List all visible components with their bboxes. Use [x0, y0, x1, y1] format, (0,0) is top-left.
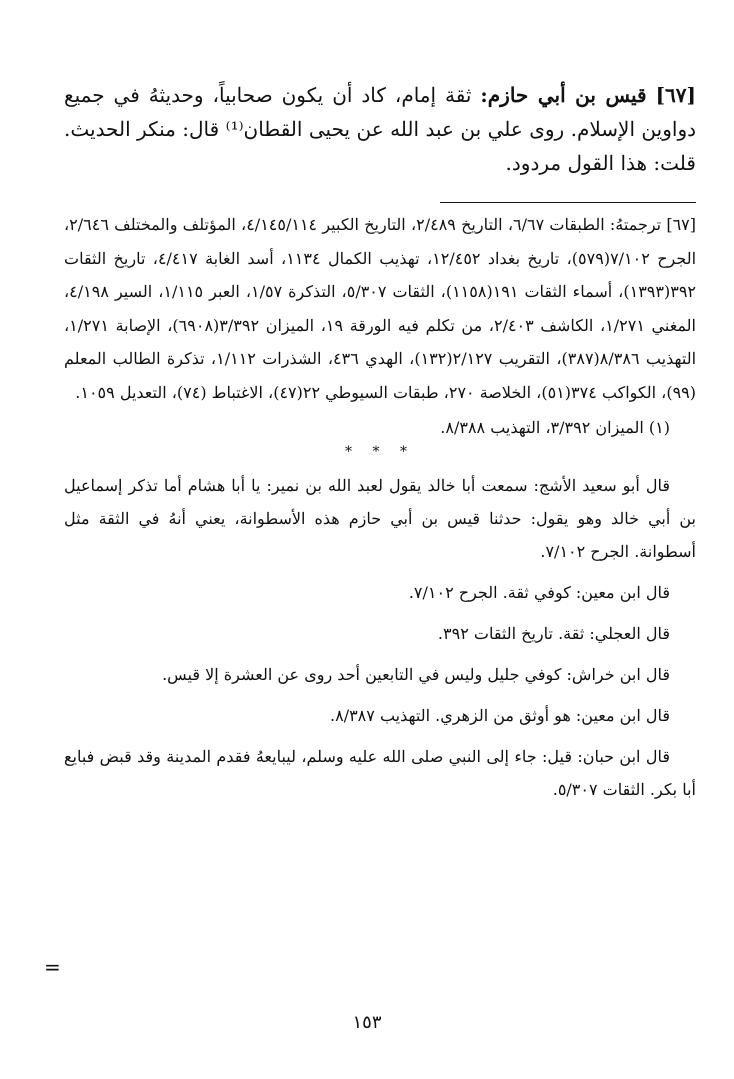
- quote-4: قال ابن خراش: كوفي جليل وليس في التابعين أحد روى عن العشرة إلا قيس.: [162, 665, 670, 684]
- biography-text: الطبقات ٦/٦٧، التاريخ ٢/٤٨٩، التاريخ الكبير ٤/١٤٥/١١٤، المؤتلف والمختلف ٢/٦٤٦، الجرح ٧/١٠٢(٥٧٩)، تاريخ بغداد ١٢/٤٥٢، تهذيب الكمال ١١٣٤، أسد الغابة ٤/٤١٧، تاريخ الثقات ٣٩٢(١٣٩٣)، أسماء الثقات ١٩١(١١٥٨)، الثقات ٥/٣٠٧، التذكرة ١/٥٧، العبر ١/١١٥، السير ٤/١٩٨، المغني ١/٢٧١، الكاشف ٢/٤٠٣، من تكلم فيه الورقة ١٩، الميزان ٣/٣٩٢(٦٩٠٨)، الإصابة ١/٢٧١، التهذيب ٨/٣٨٦(٣٨٧)، التقريب ٢/١٢٧(١٣٢)، الهدي ٤٣٦، الشذرات ١/١١٢، تذكرة الطالب المعلم (٩٩)، الكواكب ٣٧٤(٥١)، الخلاصة ٢٧٠، طبقات السيوطي ٢٢(٤٧)، الاغتباط (٧٤)، التعديل ١٠٥٩.: [64, 215, 697, 402]
- quote-3: قال العجلي: ثقة. تاريخ الثقات ٣٩٢.: [437, 624, 670, 643]
- quote-5: قال ابن معين: هو أوثق من الزهري. التهذيب ٨/٣٨٧.: [330, 706, 670, 725]
- page-body: [64, 78, 696, 814]
- entry-name: قيس بن أبي حازم:: [480, 83, 647, 107]
- entry-number: [٦٧]: [655, 83, 696, 107]
- entry-text: ثقة إمام، كاد أن يكون صحابياً، وحديثهُ في جميع دواوين الإسلام. روى علي بن عبد الله عن يحيى القطان⁽¹⁾ قال: منكر الحديث. قلت: هذا القول مردود.: [64, 83, 697, 175]
- page-number: ١٥٣: [352, 1012, 382, 1033]
- footnote-divider: [64, 202, 696, 204]
- biography-sources: [64, 208, 696, 409]
- margin-mark: =: [44, 955, 61, 979]
- biography-label: [٦٧] ترجمتهُ:: [609, 215, 697, 234]
- quote-1: قال أبو سعيد الأشج: سمعت أبا خالد يقول لعبد الله بن نمير: يا أبا هشام أما تذكر إسماعيل بن أبي خالد وهو يقول: حدثنا قيس بن أبي حازم هذه الأسطوانة، يعني أنهُ في الثقة مثل أسطوانة. الجرح ٧/١٠٢.: [64, 476, 696, 561]
- footnote: (١) الميزان ٣/٣٩٢، التهذيب ٨/٣٨٨.: [440, 418, 670, 437]
- entry-paragraph: [64, 78, 696, 180]
- quote-6: قال ابن حبان: قيل: جاء إلى النبي صلى الله عليه وسلم، ليبايعهُ فقدم المدينة وقد قبض فبايع أبا بكر. الثقات ٥/٣٠٧.: [64, 747, 696, 799]
- section-separator: * * *: [345, 444, 415, 460]
- quote-2: قال ابن معين: كوفي ثقة. الجرح ٧/١٠٢.: [408, 583, 670, 602]
